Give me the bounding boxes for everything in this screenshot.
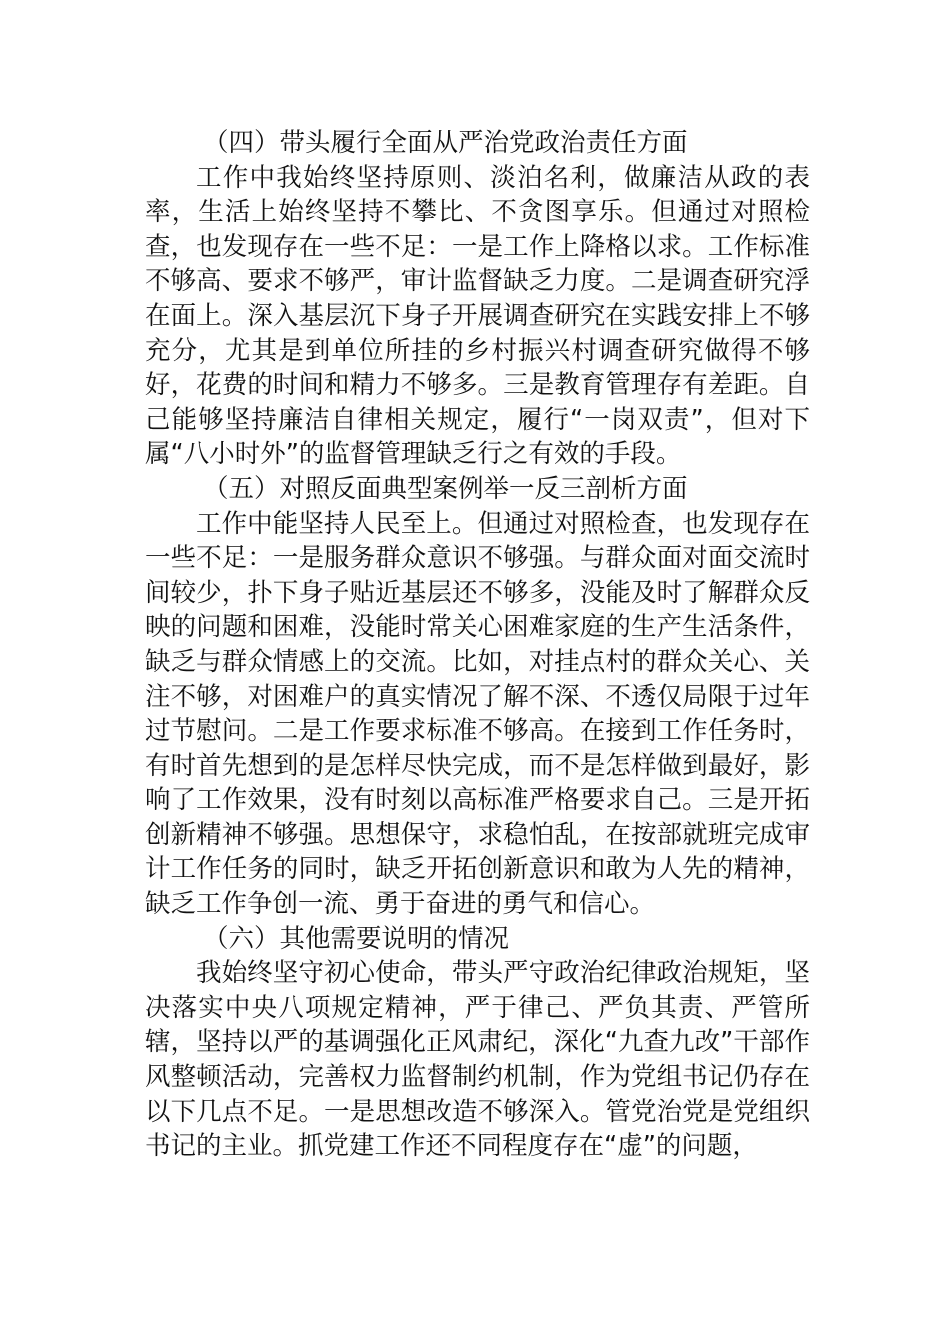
document-page <box>145 126 810 1164</box>
section-heading-4: （四）带头履行全面从严治党政治责任方面 <box>203 128 688 158</box>
section-heading-5: （五）对照反面典型案例举一反三剖析方面 <box>203 473 688 504</box>
section-paragraph-6: 我始终坚守初心使命，带头严守政治纪律政治规矩，坚决落实中央八项规定精神，严于律己、严负其责、严管所辖，坚持以严的基调强化正风肃纪，深化“九查九改”干部作风整顿活动，完善权力监督制约机制，作为党组书记仍存在以下几点不足。一是思想改造不够深入。管党治党是党组织书记的主业。抓党建工作还不同程度存在“虚”的问题， <box>145 958 810 1162</box>
section-paragraph-4: 工作中我始终坚持原则、淡泊名利，做廉洁从政的表率，生活上始终坚持不攀比、不贪图享乐。但通过对照检查，也发现存在一些不足：一是工作上降格以求。工作标准不够高、要求不够严，审计监督缺乏力度。二是调查研究浮在面上。深入基层沉下身子开展调查研究在实践安排上不够充分，尤其是到单位所挂的乡村振兴村调查研究做得不够好，花费的时间和精力不够多。三是教育管理存有差距。自己能够坚持廉洁自律相关规定，履行“一岗双责”，但对下属“八小时外”的监督管理缺乏行之有效的手段。 <box>145 162 810 470</box>
section-paragraph-5: 工作中能坚持人民至上。但通过对照检查，也发现存在一些不足：一是服务群众意识不够强。与群众面对面交流时间较少，扑下身子贴近基层还不够多，没能及时了解群众反映的问题和困难，没能时常关心困难家庭的生产生活条件，缺乏与群众情感上的交流。比如，对挂点村的群众关心、关注不够，对困难户的真实情况了解不深、不透仅局限于过年过节慰问。二是工作要求标准不够高。在接到工作任务时，有时首先想到的是怎样尽快完成，而不是怎样做到最好，影响了工作效果，没有时刻以高标准严格要求自己。三是开拓创新精神不够强。思想保守，求稳怕乱，在按部就班完成审计工作任务的同时，缺乏开拓创新意识和敢为人先的精神，缺乏工作争创一流、勇于奋进的勇气和信心。 <box>145 508 810 920</box>
section-heading-6: （六）其他需要说明的情况 <box>203 923 510 954</box>
